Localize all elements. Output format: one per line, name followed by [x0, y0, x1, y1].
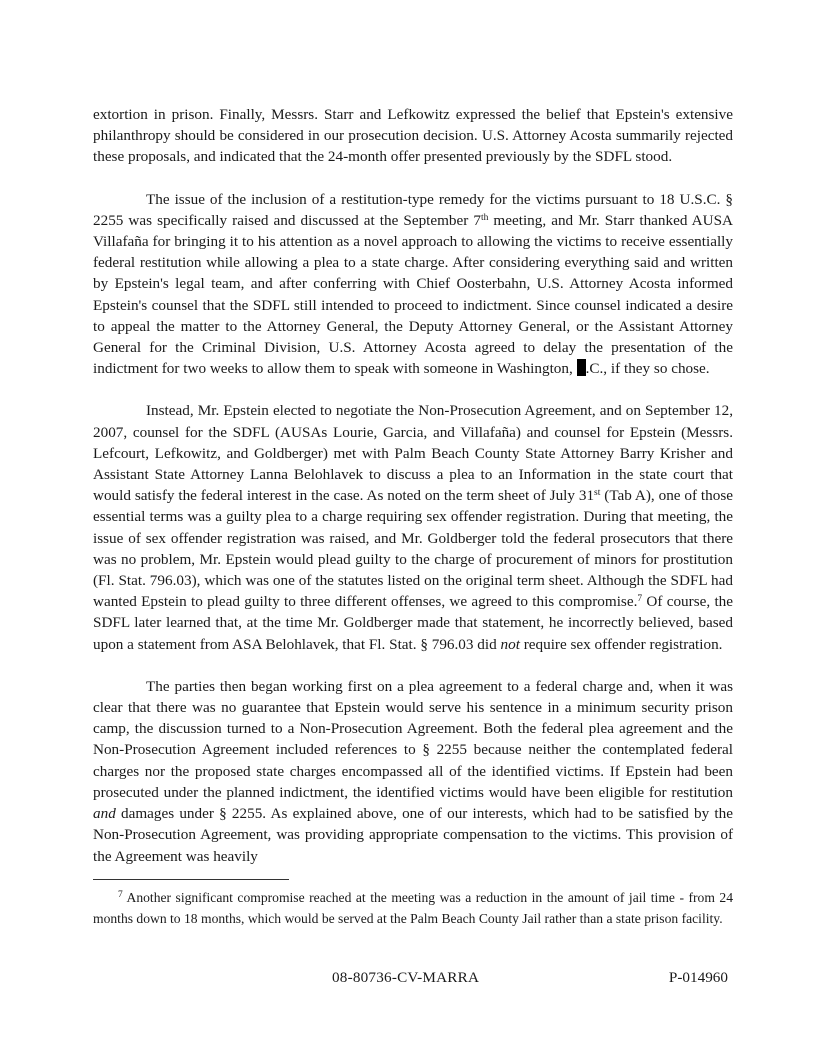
paragraph-3-text-a: Instead, Mr. Epstein elected to negotiate the Non-Prosecution Agreement, and on September 12, 2007, counsel for the SDFL (AUSAs Lourie, Garcia, and Villafaña) and counsel for Epstein (Messrs. Lefcourt, Lefkowitz, and Goldberger) met with Palm Beach County State Attorney Barry Krisher and Assistant State Attorney Lanna Belohlavek to discuss a plea to an Information in the state court that would satisfy the federal interest in the case. As noted on the term sheet of July 31	[93, 402, 733, 505]
paragraph-2-text-c: .C., if they so chose.	[585, 360, 710, 378]
footnote-number: 7	[118, 890, 123, 900]
footnote-7	[93, 888, 733, 929]
paragraph-4	[93, 676, 733, 867]
paragraph-1	[93, 104, 733, 168]
paragraph-4-emphasis-and: and	[93, 805, 116, 823]
paragraph-3-emphasis-not: not	[500, 635, 520, 653]
footnote-divider	[93, 879, 289, 880]
redaction-box	[577, 359, 586, 376]
paragraph-4-text-a: The parties then began working first on a plea agreement to a federal charge and, when it was clear that there was no guarantee that Epstein would serve his sentence in a minimum security prison camp, the discussion turned to a Non-Prosecution Agreement. Both the federal plea agreement and the Non-Prosecution Agreement included references to § 2255 because neither the contemplated federal charges nor the proposed state charges encompassed all of the identified victims. If Epstein had been prosecuted under the planned indictment, the identified victims would have been eligible for restitution	[93, 677, 733, 801]
bates-number: P-014960	[668, 969, 728, 986]
superscript-st: st	[594, 488, 601, 499]
paragraph-3	[93, 400, 733, 654]
paragraph-2	[93, 189, 733, 380]
footnote-reference-7[interactable]: 7	[637, 594, 643, 605]
paragraph-3-text-c: Of course, the SDFL later learned that, at the time Mr. Goldberger made that statement, he incorrectly believed, based upon a statement from ASA Belohlavek, that Fl. Stat. § 796.03 did	[93, 593, 733, 653]
paragraph-2-text-b: meeting, and Mr. Starr thanked AUSA Villafaña for bringing it to his attention as a novel approach to allowing the victims to receive essentially federal restitution while allowing a plea to a state charge. After considering everything said and written by Epstein's legal team, and after conferring with Chief Oosterbahn, U.S. Attorney Acosta informed Epstein's counsel that the SDFL still intended to proceed to indictment. Since counsel indicated a desire to appeal the matter to the Attorney General, the Deputy Attorney General, or the Assistant Attorney General for the Criminal Division, U.S. Attorney Acosta agreed to delay the presentation of the indictment for two weeks to allow them to speak with someone in Washington,	[93, 211, 734, 378]
footnote-text: Another significant compromise reached at the meeting was a reduction in the amount of jail time - from 24 months down to 18 months, which would be served at the Palm Beach County Jail rather than a state prison facility.	[93, 890, 733, 926]
case-number: 08-80736-CV-MARRA	[332, 969, 480, 986]
paragraph-3-text-d: require sex offender registration.	[519, 635, 723, 653]
paragraph-1-text: extortion in prison. Finally, Messrs. Starr and Lefkowitz expressed the belief that Epstein's extensive philanthropy should be considered in our prosecution decision. U.S. Attorney Acosta summarily rejected these proposals, and indicated that the 24-month offer presented previously by the SDFL stood.	[93, 106, 733, 166]
paragraph-2-text-a: The issue of the inclusion of a restitution-type remedy for the victims pursuant to 18 U.S.C. § 2255 was specifically raised and discussed at the September 7	[93, 190, 733, 229]
superscript-th: th	[480, 212, 489, 223]
paragraph-4-text-b: damages under § 2255. As explained above, one of our interests, which had to be satisfied by the Non-Prosecution Agreement, was providing appropriate compensation to the victims. This provision of the Agreement was heavily	[93, 805, 733, 865]
document-body	[93, 104, 733, 867]
paragraph-3-text-b: (Tab A), one of those essential terms was a guilty plea to a charge requiring sex offender registration. During that meeting, the issue of sex offender registration was raised, and Mr. Goldberger told the federal prosecutors that there was no problem, Mr. Epstein would plead guilty to the charge of procurement of minors for prostitution (Fl. Stat. 796.03), which was one of the statutes listed on the original term sheet. Although the SDFL had wanted Epstein to plead guilty to three different offenses, we agreed to this compromise.	[93, 487, 733, 611]
